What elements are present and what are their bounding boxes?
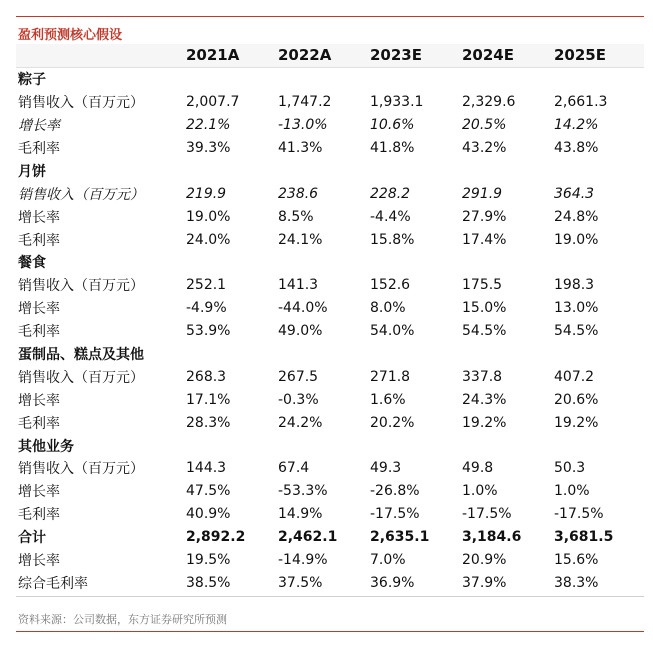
table-cell: 152.6 xyxy=(370,277,411,294)
table-cell: 219.9 xyxy=(186,185,227,202)
table-cell: 3,681.5 xyxy=(554,529,614,546)
table-cell: 2,635.1 xyxy=(370,529,430,546)
table-cell xyxy=(276,251,368,274)
row-label: 其他业务 xyxy=(18,438,74,455)
table-cell xyxy=(368,159,460,182)
row-label: 综合毛利率 xyxy=(18,575,88,592)
table-cell xyxy=(368,67,460,90)
table-cell: 364.3 xyxy=(554,185,595,202)
table-row xyxy=(16,526,644,549)
row-label: 月饼 xyxy=(18,163,46,180)
table-cell: 22.1% xyxy=(186,117,231,134)
table-cell: 13.0% xyxy=(554,300,599,317)
table-cell: 19.0% xyxy=(186,208,231,225)
table-cell: 19.2% xyxy=(462,414,507,431)
top-rule xyxy=(16,16,644,17)
row-label: 毛利率 xyxy=(18,232,60,249)
section-row xyxy=(16,434,644,457)
table-cell: 27.9% xyxy=(462,208,507,225)
table-cell: 1.0% xyxy=(554,483,590,500)
table-cell: 43.8% xyxy=(554,140,599,156)
table-cell: 238.6 xyxy=(278,185,319,202)
table-cell: 175.5 xyxy=(462,277,503,294)
table-cell: -4.4% xyxy=(370,208,411,225)
forecast-table xyxy=(16,44,644,594)
table-cell: 54.5% xyxy=(554,323,599,340)
table-cell: 49.3 xyxy=(370,460,402,477)
table-cell: 40.9% xyxy=(186,506,231,523)
section-row xyxy=(16,251,644,274)
table-cell: 37.9% xyxy=(462,574,507,591)
header-cell: 2022A xyxy=(276,44,368,67)
table-cell xyxy=(460,434,552,457)
table-cell: 198.3 xyxy=(554,277,595,294)
table-cell xyxy=(276,67,368,90)
table-cell: 24.8% xyxy=(554,208,599,225)
table-cell: 2,892.2 xyxy=(186,529,246,546)
table-cell: 228.2 xyxy=(370,185,411,202)
table-cell: -26.8% xyxy=(370,483,420,500)
table-cell: 2,007.7 xyxy=(186,94,240,111)
table-cell: 20.2% xyxy=(370,414,415,431)
table-cell: 24.1% xyxy=(278,231,323,248)
table-cell: 267.5 xyxy=(278,368,319,385)
table-cell: 38.3% xyxy=(554,574,599,591)
table-row xyxy=(16,297,644,320)
row-label: 销售收入（百万元） xyxy=(18,186,144,203)
table-cell xyxy=(184,343,276,366)
table-cell: 37.5% xyxy=(278,574,323,591)
table-row xyxy=(16,365,644,388)
row-label: 增长率 xyxy=(18,392,60,409)
table-cell: 28.3% xyxy=(186,414,231,431)
table-cell: 1,933.1 xyxy=(370,94,424,111)
row-label: 增长率 xyxy=(18,484,60,501)
table-cell: 8.5% xyxy=(278,208,314,225)
table-row xyxy=(16,411,644,434)
row-label: 毛利率 xyxy=(18,415,60,432)
table-cell xyxy=(552,159,644,182)
table-cell: 268.3 xyxy=(186,368,227,385)
section-row xyxy=(16,159,644,182)
footer-rule xyxy=(16,631,644,632)
table-cell xyxy=(368,434,460,457)
table-cell: 1.0% xyxy=(462,483,498,500)
table-cell xyxy=(276,159,368,182)
table-cell xyxy=(552,67,644,90)
table-cell: 49.8 xyxy=(462,460,494,477)
table-cell: 1.6% xyxy=(370,391,406,408)
table-cell xyxy=(460,343,552,366)
table-cell: 38.5% xyxy=(186,574,231,591)
table-cell: 54.5% xyxy=(462,323,507,340)
table-cell: -44.0% xyxy=(278,300,328,317)
table-cell xyxy=(184,434,276,457)
table-cell xyxy=(368,251,460,274)
table-cell xyxy=(552,434,644,457)
table-cell: 15.0% xyxy=(462,300,507,317)
table-cell: 407.2 xyxy=(554,368,595,385)
table-cell xyxy=(552,343,644,366)
table-cell: 36.9% xyxy=(370,574,415,591)
table-cell: 2,661.3 xyxy=(554,94,608,111)
table-cell: 1,747.2 xyxy=(278,94,332,111)
table-cell: -14.9% xyxy=(278,552,328,569)
table-cell: 141.3 xyxy=(278,277,319,294)
row-label: 增长率 xyxy=(18,301,60,318)
table-cell: 24.2% xyxy=(278,414,323,431)
table-cell: 2,462.1 xyxy=(278,529,338,546)
row-label: 餐食 xyxy=(18,255,46,272)
table-cell: -4.9% xyxy=(186,300,227,317)
header-cell: 2023E xyxy=(368,44,460,67)
table-cell: -17.5% xyxy=(370,506,420,523)
header-cell xyxy=(16,44,184,67)
table-cell: 24.0% xyxy=(186,231,231,248)
table-cell: 49.0% xyxy=(278,323,323,340)
table-row xyxy=(16,205,644,228)
table-cell: 19.2% xyxy=(554,414,599,431)
table-row xyxy=(16,549,644,572)
section-row xyxy=(16,343,644,366)
table-cell: 67.4 xyxy=(278,460,310,477)
table-title: 盈利预测核心假设 xyxy=(18,28,123,43)
table-cell: 20.6% xyxy=(554,391,599,408)
source-note: 资料来源：公司数据，东方证券研究所预测 xyxy=(18,613,227,626)
row-label: 销售收入（百万元） xyxy=(18,461,144,478)
table-row xyxy=(16,137,644,160)
table-cell: 271.8 xyxy=(370,368,411,385)
table-cell: 20.9% xyxy=(462,552,507,569)
table-row xyxy=(16,320,644,343)
table-cell xyxy=(460,159,552,182)
row-label: 销售收入（百万元） xyxy=(18,95,144,112)
table-cell: 43.2% xyxy=(462,140,507,156)
table-cell: 19.5% xyxy=(186,552,231,569)
table-cell xyxy=(552,251,644,274)
table-cell: 17.1% xyxy=(186,391,231,408)
table-row xyxy=(16,91,644,114)
row-label: 毛利率 xyxy=(18,507,60,524)
row-label: 毛利率 xyxy=(18,141,60,157)
table-cell xyxy=(460,67,552,90)
header-cell: 2025E xyxy=(552,44,644,67)
table-cell: 41.3% xyxy=(278,140,323,156)
row-label: 销售收入（百万元） xyxy=(18,369,144,386)
table-cell: 14.2% xyxy=(554,117,599,134)
table-cell xyxy=(368,343,460,366)
table-row xyxy=(16,114,644,137)
row-label: 增长率 xyxy=(18,553,60,570)
section-row xyxy=(16,67,644,90)
table-cell: 54.0% xyxy=(370,323,415,340)
table-cell: -0.3% xyxy=(278,391,319,408)
bottom-rule xyxy=(16,596,644,597)
table-cell: 53.9% xyxy=(186,323,231,340)
table-cell: 15.8% xyxy=(370,231,415,248)
table-cell xyxy=(184,251,276,274)
table-cell: 252.1 xyxy=(186,277,227,294)
table-cell: 337.8 xyxy=(462,368,503,385)
header-cell: 2024E xyxy=(460,44,552,67)
table-row xyxy=(16,228,644,251)
row-label: 毛利率 xyxy=(18,324,60,341)
table-cell: -53.3% xyxy=(278,483,328,500)
table-cell: -17.5% xyxy=(462,506,512,523)
row-label: 销售收入（百万元） xyxy=(18,278,144,295)
table-row xyxy=(16,480,644,503)
table-cell: 20.5% xyxy=(462,117,507,134)
table-cell: 19.0% xyxy=(554,231,599,248)
header-cell: 2021A xyxy=(184,44,276,67)
table-cell: 39.3% xyxy=(186,140,231,156)
table-row xyxy=(16,274,644,297)
table-cell: 14.9% xyxy=(278,506,323,523)
table-cell xyxy=(184,67,276,90)
table-cell xyxy=(184,159,276,182)
table-cell xyxy=(276,343,368,366)
row-label: 合计 xyxy=(18,530,46,547)
table-row xyxy=(16,571,644,594)
row-label: 增长率 xyxy=(18,118,60,135)
table-cell: 47.5% xyxy=(186,483,231,500)
header-row xyxy=(16,44,644,67)
table-cell: 3,184.6 xyxy=(462,529,522,546)
table-cell xyxy=(460,251,552,274)
table-cell: 50.3 xyxy=(554,460,586,477)
row-label: 粽子 xyxy=(18,72,46,89)
table-cell: -17.5% xyxy=(554,506,604,523)
table-cell: 2,329.6 xyxy=(462,94,516,111)
row-label: 蛋制品、糕点及其他 xyxy=(18,347,144,364)
table-row xyxy=(16,503,644,526)
table-cell: 15.6% xyxy=(554,552,599,569)
table-row xyxy=(16,388,644,411)
table-row xyxy=(16,457,644,480)
table-cell xyxy=(276,434,368,457)
table-row xyxy=(16,182,644,205)
table-cell: 8.0% xyxy=(370,300,406,317)
table-cell: -13.0% xyxy=(278,117,328,134)
table-cell: 7.0% xyxy=(370,552,406,569)
row-label: 增长率 xyxy=(18,209,60,226)
table-cell: 10.6% xyxy=(370,117,415,134)
table-cell: 144.3 xyxy=(186,460,227,477)
table-cell: 41.8% xyxy=(370,140,415,156)
table-cell: 17.4% xyxy=(462,231,507,248)
table-cell: 291.9 xyxy=(462,185,503,202)
table-cell: 24.3% xyxy=(462,391,507,408)
